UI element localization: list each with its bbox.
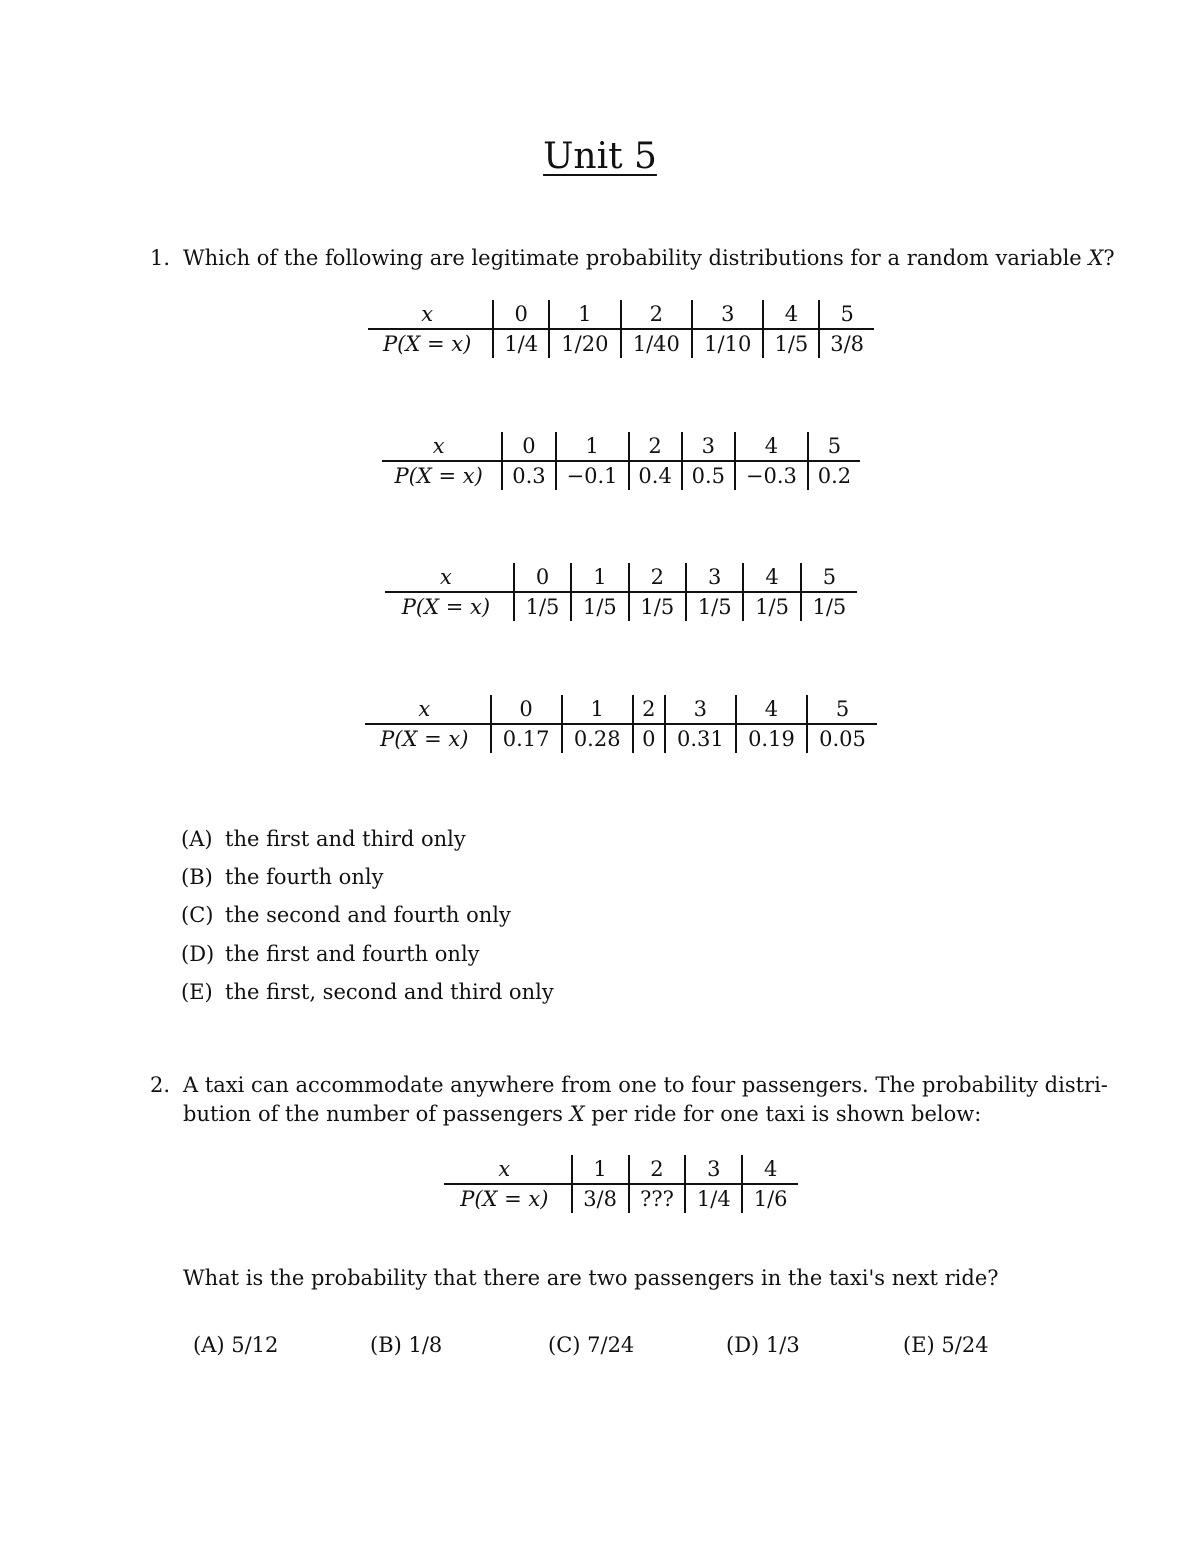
x-value-cell: 3	[686, 563, 743, 592]
probability-value-cell: 1/5	[743, 592, 800, 621]
x-value-cell: 3	[682, 432, 735, 461]
x-values-row	[382, 432, 860, 461]
distribution-table-4	[365, 695, 877, 753]
answer-option: (C) 7/24	[548, 1333, 635, 1357]
probability-value-cell: 0	[633, 724, 665, 753]
probability-value-cell: −0.3	[735, 461, 808, 490]
option-label: (D)	[181, 941, 215, 966]
probability-value-cell: 1/20	[549, 329, 620, 358]
x-value-cell: 2	[629, 563, 686, 592]
x-value-cell: 1	[562, 695, 633, 724]
x-value-cell: 5	[807, 695, 877, 724]
question-1-number: 1.	[150, 246, 171, 270]
x-value-cell: 2	[629, 1155, 686, 1184]
x-value-cell: 0	[502, 432, 555, 461]
x-header-cell: x	[365, 695, 491, 724]
probability-value-cell: 1/5	[571, 592, 628, 621]
x-value-cell: 3	[692, 300, 763, 329]
x-value-cell: 5	[801, 563, 857, 592]
distribution-table-1	[368, 300, 874, 358]
x-value-cell: 3	[685, 1155, 742, 1184]
answer-option	[181, 858, 554, 896]
probability-value-cell: 0.28	[562, 724, 633, 753]
question-2-number: 2.	[150, 1073, 171, 1097]
x-value-cell: 4	[743, 563, 800, 592]
x-value-cell: 2	[629, 432, 682, 461]
probability-header-cell: P(X = x)	[401, 595, 491, 619]
probability-value-cell: 1/5	[763, 329, 819, 358]
question-1-options	[181, 820, 554, 1011]
probability-value-cell: 1/5	[629, 592, 686, 621]
option-text: the first, second and third only	[225, 979, 554, 1004]
probability-value-cell: 1/10	[692, 329, 763, 358]
probability-value-cell: 0.2	[808, 461, 860, 490]
answer-option	[181, 820, 554, 858]
probability-value-cell: 1/40	[621, 329, 692, 358]
option-text: the fourth only	[225, 865, 384, 890]
question-1-prompt: Which of the following are legitimate probability distributions for a random variable X?	[183, 246, 1115, 270]
x-value-cell: 5	[819, 300, 874, 329]
variable-x: X	[1088, 246, 1104, 270]
probability-value-cell: 0.19	[736, 724, 807, 753]
answer-option: (A) 5/12	[193, 1333, 279, 1357]
question-2-line-1: A taxi can accommodate anywhere from one to four passengers. The probability distri-	[183, 1073, 1108, 1097]
x-value-cell: 2	[633, 695, 665, 724]
probability-header-cell: P(X = x)	[394, 464, 483, 488]
x-value-cell: 1	[572, 1155, 629, 1184]
question-2-prompt: What is the probability that there are two passengers in the taxi's next ride?	[183, 1266, 999, 1290]
probability-row	[444, 1184, 798, 1213]
answer-option: (E) 5/24	[903, 1333, 989, 1357]
probability-value-cell: 3/8	[819, 329, 874, 358]
option-text: the first and fourth only	[225, 941, 480, 966]
option-label: (E)	[181, 979, 213, 1004]
distribution-table-3	[385, 563, 857, 621]
x-values-row	[385, 563, 857, 592]
x-value-cell: 4	[735, 432, 808, 461]
taxi-distribution-table	[444, 1155, 798, 1213]
x-values-row	[444, 1155, 798, 1184]
probability-value-cell: 1/4	[493, 329, 549, 358]
answer-option	[181, 896, 554, 934]
x-value-cell: 5	[808, 432, 860, 461]
probability-row	[385, 592, 857, 621]
probability-value-cell: −0.1	[556, 461, 629, 490]
probability-header-cell: P(X = x)	[460, 1187, 549, 1211]
probability-row	[365, 724, 877, 753]
option-label: (B)	[181, 865, 213, 890]
probability-value-cell: 0.05	[807, 724, 877, 753]
x-value-cell: 3	[665, 695, 736, 724]
probability-row	[382, 461, 860, 490]
probability-value-cell: 0.17	[491, 724, 562, 753]
x-value-cell: 4	[763, 300, 819, 329]
probability-value-cell: ???	[629, 1184, 686, 1213]
page-title: Unit 5	[543, 136, 657, 177]
probability-row	[368, 329, 874, 358]
x-values-row	[368, 300, 874, 329]
answer-option: (B) 1/8	[370, 1333, 443, 1357]
x-header-cell: x	[385, 563, 514, 592]
option-text: the second and fourth only	[225, 903, 511, 928]
x-value-cell: 4	[736, 695, 807, 724]
x-value-cell: 1	[571, 563, 628, 592]
x-header-cell: x	[444, 1155, 572, 1184]
distribution-table-2	[382, 432, 860, 490]
answer-option	[181, 935, 554, 973]
probability-value-cell: 1/6	[742, 1184, 798, 1213]
answer-option	[181, 973, 554, 1011]
option-label: (C)	[181, 903, 214, 928]
probability-value-cell: 0.4	[629, 461, 682, 490]
probability-value-cell: 1/4	[685, 1184, 742, 1213]
x-value-cell: 4	[742, 1155, 798, 1184]
probability-value-cell: 1/5	[801, 592, 857, 621]
x-value-cell: 0	[514, 563, 571, 592]
option-label: (A)	[181, 827, 213, 851]
question-2-line-2: bution of the number of passengers X per ride for one taxi is shown below:	[183, 1102, 982, 1126]
x-value-cell: 1	[556, 432, 629, 461]
x-value-cell: 0	[493, 300, 549, 329]
option-text: the first and third only	[225, 827, 466, 851]
x-values-row	[365, 695, 877, 724]
probability-value-cell: 1/5	[686, 592, 743, 621]
probability-value-cell: 0.5	[682, 461, 735, 490]
probability-header-cell: P(X = x)	[380, 727, 469, 751]
probability-value-cell: 3/8	[572, 1184, 629, 1213]
variable-x: X	[569, 1102, 585, 1126]
x-header-cell: x	[368, 300, 493, 329]
probability-header-cell: P(X = x)	[383, 332, 472, 356]
probability-value-cell: 0.31	[665, 724, 736, 753]
probability-value-cell: 1/5	[514, 592, 571, 621]
x-value-cell: 1	[549, 300, 620, 329]
x-value-cell: 2	[621, 300, 692, 329]
x-value-cell: 0	[491, 695, 562, 724]
probability-value-cell: 0.3	[502, 461, 555, 490]
x-header-cell: x	[382, 432, 502, 461]
answer-option: (D) 1/3	[726, 1333, 800, 1357]
